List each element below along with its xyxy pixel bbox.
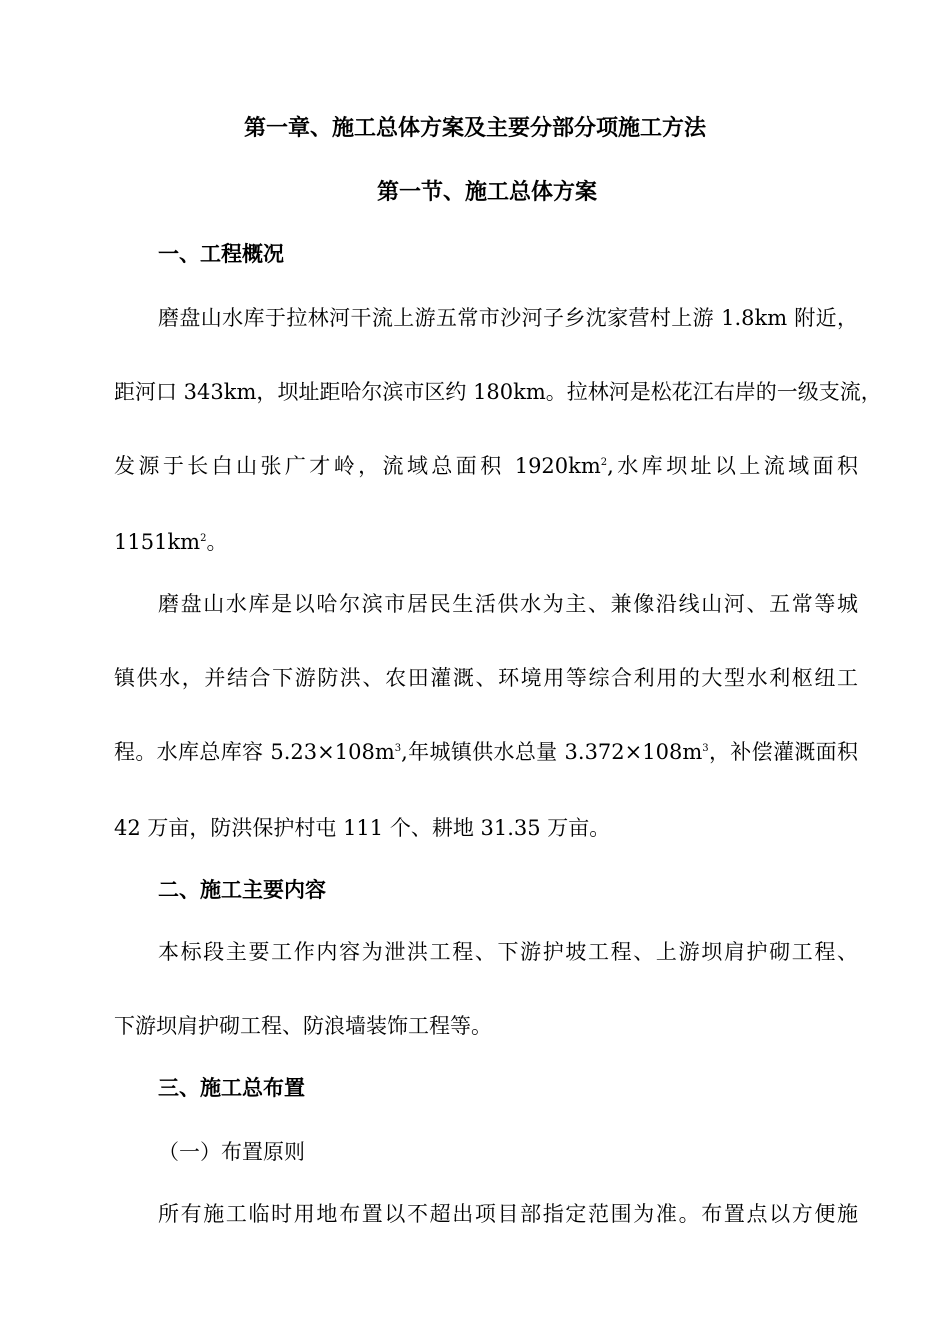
subheading-1: （一）布置原则 bbox=[158, 1140, 305, 1164]
heading-1: 一、工程概况 bbox=[158, 241, 284, 266]
chapter-title: 第一章、施工总体方案及主要分部分项施工方法 bbox=[243, 115, 706, 141]
section-title: 第一节、施工总体方案 bbox=[376, 179, 597, 205]
heading-3: 三、施工总布置 bbox=[158, 1075, 305, 1100]
heading-2: 二、施工主要内容 bbox=[158, 877, 326, 902]
